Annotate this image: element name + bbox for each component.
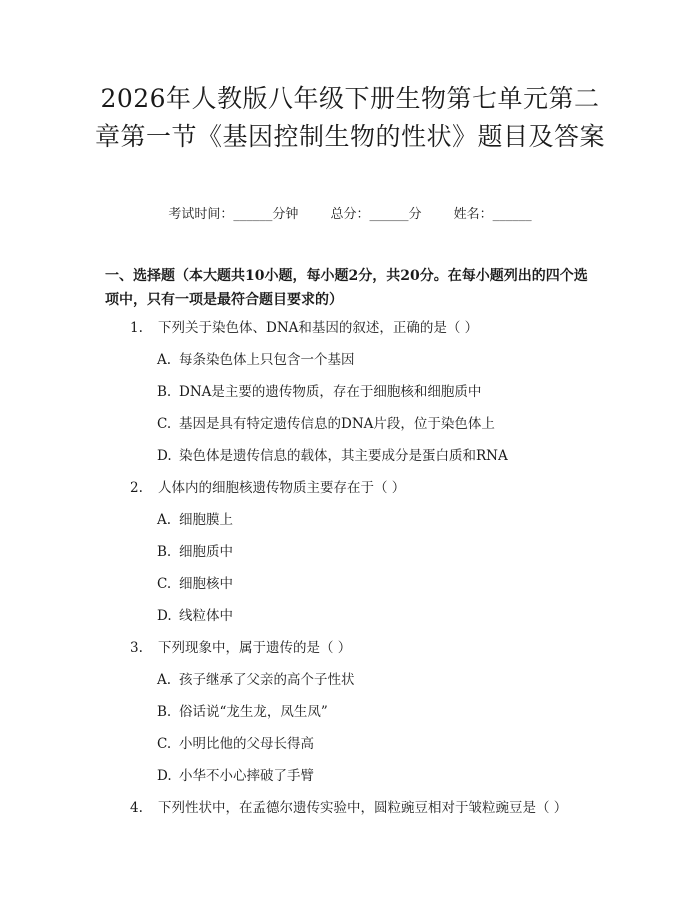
question-1-option-a (157, 350, 355, 370)
question-number: 2. (130, 480, 143, 496)
question-text: 下列关于染色体、DNA和基因的叙述，正确的是（ ） (158, 320, 479, 336)
option-text: 每条染色体上只包含一个基因 (179, 352, 355, 368)
question-4 (130, 798, 567, 818)
option-text: 孩子继承了父亲的高个子性状 (179, 672, 355, 688)
option-letter: D. (157, 768, 172, 784)
option-letter: B. (157, 704, 172, 720)
option-letter: C. (157, 416, 172, 432)
option-text: 线粒体中 (179, 608, 233, 624)
option-letter: C. (157, 736, 172, 752)
question-text: 人体内的细胞核遗传物质主要存在于（ ） (158, 480, 406, 496)
option-text: 小明比他的父母长得高 (179, 736, 314, 752)
student-name-field: 姓名：______ (453, 207, 532, 222)
option-text: 俗话说“龙生龙，凤生凤” (179, 704, 328, 720)
question-2-option-d (157, 606, 233, 626)
question-1 (130, 318, 478, 338)
option-text: 细胞核中 (179, 576, 233, 592)
option-text: 细胞膜上 (179, 512, 233, 528)
question-3 (130, 638, 351, 658)
option-text: 细胞质中 (179, 544, 233, 560)
option-letter: A. (157, 352, 172, 368)
question-2-option-a (157, 510, 233, 530)
question-number: 4. (130, 800, 143, 816)
question-3-option-b (157, 702, 328, 722)
option-letter: D. (157, 448, 172, 464)
question-2-option-c (157, 574, 233, 594)
option-text: 基因是具有特定遗传信息的DNA片段，位于染色体上 (179, 416, 495, 432)
page-title: 2026年人教版八年级下册生物第七单元第二章第一节《基因控制生物的性状》题目及答案 (94, 84, 605, 151)
option-text: 染色体是遗传信息的载体，其主要成分是蛋白质和RNA (179, 448, 508, 464)
exam-meta (0, 205, 700, 225)
question-number: 1. (130, 320, 143, 336)
question-text: 下列性状中，在孟德尔遗传实验中，圆粒豌豆相对于皱粒豌豆是（ ） (158, 800, 568, 816)
question-3-option-c (157, 734, 314, 754)
question-1-option-b (157, 382, 481, 402)
section-heading-multiple-choice: 一、选择题（本大题共10小题，每小题2分，共20分。在每小题列出的四个选项中，只有一项是最符合题目要求的） (105, 268, 588, 308)
question-text: 下列现象中，属于遗传的是（ ） (158, 640, 352, 656)
option-letter: B. (157, 384, 172, 400)
option-letter: A. (157, 672, 172, 688)
option-letter: B. (157, 544, 172, 560)
question-2 (130, 478, 405, 498)
exam-time-field: 考试时间：______分钟 (168, 207, 299, 222)
question-3-option-d (157, 766, 314, 786)
question-2-option-b (157, 542, 233, 562)
question-number: 3. (130, 640, 143, 656)
option-letter: A. (157, 512, 172, 528)
question-1-option-d (157, 446, 508, 466)
question-1-option-c (157, 414, 495, 434)
option-letter: D. (157, 608, 172, 624)
total-score-field: 总分：______分 (330, 207, 422, 222)
option-text: 小华不小心摔破了手臂 (179, 768, 314, 784)
question-3-option-a (157, 670, 355, 690)
option-letter: C. (157, 576, 172, 592)
option-text: DNA是主要的遗传物质，存在于细胞核和细胞质中 (179, 384, 482, 400)
